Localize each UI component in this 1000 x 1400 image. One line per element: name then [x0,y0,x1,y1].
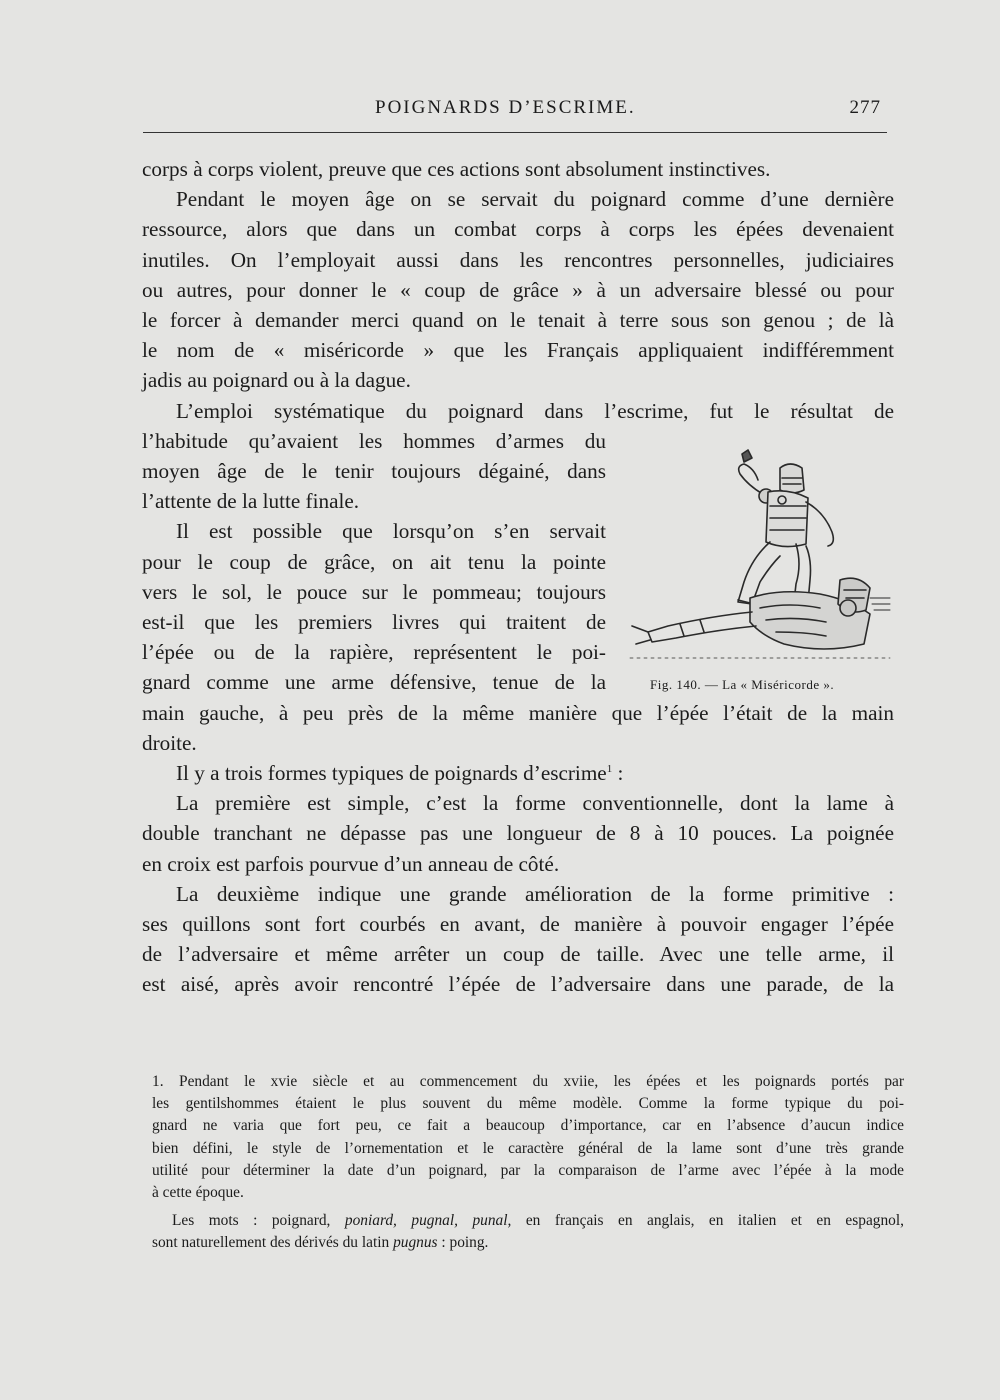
paragraph [142,879,894,1000]
footnote-line: gnard ne varia que fort peu, ce fait a beaucoup d’importance, car en l’absence d’aucun indice [152,1117,904,1135]
text-line: pour le coup de grâce, on ait tenu la pointe [142,549,606,574]
page-number: 277 [849,97,881,118]
text-segment: sont naturellement des dérivés du latin [152,1234,394,1252]
text-line: L’emploi systématique du poignard dans l’escrime, fut le résultat de [176,398,894,423]
text-line: Pendant le moyen âge on se servait du poignard comme d’une dernière [176,187,894,212]
footnote-line: 1. Pendant le xvie siècle et au commencement du xviie, les épées et les poignards portés par [152,1073,904,1090]
footnote-line [152,1210,904,1232]
text-line: ses quillons sont fort courbés en avant, de manière à pouvoir engager l’épée [142,912,894,937]
text-line: inutiles. On l’employait aussi dans les rencontres personnelles, judiciaires [142,247,894,272]
text-line: droite. [142,730,197,755]
footnote-line: utilité pour déterminer la date d’un poignard, par la comparaison de l’arme avec l’épée à la mode [152,1161,904,1179]
text-line: l’épée ou de la rapière, représentent le poi- [142,640,606,665]
text-segment: en français en anglais, en italien et en espagnol, [511,1212,904,1230]
paragraph [142,788,894,879]
footnote-2 [152,1210,904,1254]
figure-misericorde [620,448,895,703]
footnote-line: bien défini, le style de l’ornementation et le caractère général de la lame sont d’une très grande [152,1139,904,1157]
footnote-line [152,1232,904,1254]
text-line: corps à corps violent, preuve que ces actions sont absolument instinctives. [142,157,771,181]
text-segment: : [612,761,624,786]
running-head [145,97,885,127]
running-title: POIGNARDS D’ESCRIME. [375,97,636,118]
text-line: La deuxième indique une grande amélioration de la forme primitive : [176,881,894,906]
text-line: jadis au poignard ou à la dague. [142,368,411,393]
paragraph [142,184,894,395]
text-line: l’attente de la lutte finale. [142,489,360,514]
text-line: gnard comme une arme défensive, tenue de la [142,670,606,695]
header-rule [143,132,887,133]
footnotes [152,1071,904,1255]
text-line: en croix est parfois pourvue d’un anneau de côté. [142,851,560,876]
text-line: le forcer à demander merci quand on le tenait à terre sous son genou ; de là [142,308,894,333]
paragraph [142,154,894,184]
text-line: double tranchant ne dépasse pas une longueur de 8 à 10 pouces. La poignée [142,821,894,846]
figure-caption: Fig. 140. — La « Miséricorde ». [650,677,835,692]
text-line: est-il que les premiers livres qui traitent de [142,610,606,635]
text-line: l’habitude qu’avaient les hommes d’armes du [142,428,606,453]
text-line: ressource, alors que dans un combat corps à corps les épées devenaient [142,217,894,242]
text-line: est aisé, après avoir rencontré l’épée de l’adversaire dans une parade, de la [142,972,894,997]
footnote-line: à cette époque. [152,1184,244,1202]
knights-illustration [620,448,895,673]
text-line: Il est possible que lorsqu’on s’en servait [176,519,606,544]
footnote-ref[interactable]: 1 [606,763,613,775]
text-line: de l’adversaire et même arrêter un coup de taille. Avec une telle arme, il [142,942,894,967]
text-line: moyen âge de le tenir toujours dégainé, dans [142,459,606,484]
footnote-line: les gentilshommes étaient le plus souvent du même modèle. Comme la forme typique du poi- [152,1095,904,1113]
text-line: La première est simple, c’est la forme conventionnelle, dont la lame à [176,791,894,816]
paragraph [142,758,894,788]
text-segment: Les mots : poignard, [172,1212,345,1230]
text-line: vers le sol, le pouce sur le pommeau; toujours [142,579,606,604]
footnote-1 [152,1071,904,1204]
text-segment: : poing. [437,1234,489,1252]
text-line [142,758,894,788]
text-segment-italic: pugnus [393,1234,438,1252]
text-line: ou autres, pour donner le « coup de grâce » à un adversaire blessé ou pour [142,277,894,302]
text-segment: Il y a trois formes typiques de poignards d’escrime [176,761,607,786]
text-segment-italic: poniard, pugnal, punal, [344,1212,512,1230]
text-line: le nom de « miséricorde » que les Français appliquaient indifféremment [142,338,894,363]
text-line: main gauche, à peu près de la même manière que l’épée l’était de la main [142,700,894,725]
